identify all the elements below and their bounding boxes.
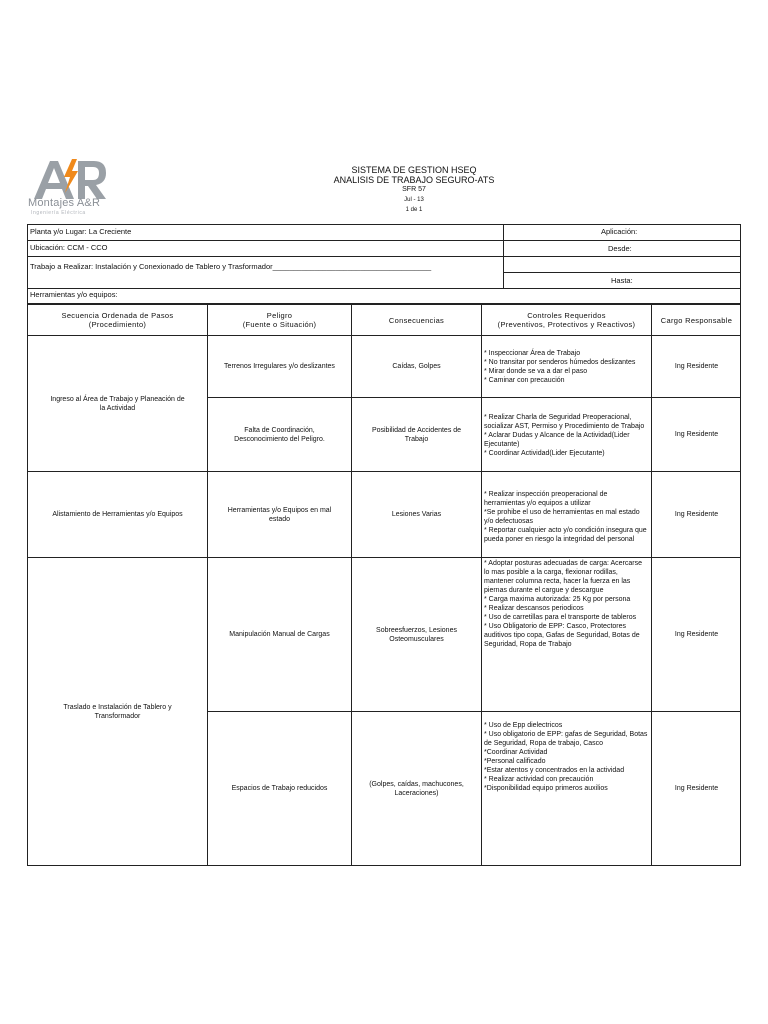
consecuencia-cell: Caídas, Golpes — [392, 363, 441, 370]
document-header — [300, 165, 528, 215]
herramientas-field: Herramientas y/o equipos: — [30, 290, 118, 299]
peligro-cell: Falta de Coordinación, Desconocimiento del Peligro. — [234, 426, 325, 443]
cargo-cell: Ing Residente — [674, 631, 719, 638]
controles-cell: * Inspeccionar Área de Trabajo * No transitar por senderos húmedos deslizantes * Mirar donde se va a dar el paso * Caminar con precaución — [484, 350, 636, 384]
trabajo-field: Trabajo a Realizar: Instalación y Conexionado de Tablero y Trasformador______________________________________ — [30, 262, 432, 271]
document-code: SFR 57 — [402, 186, 426, 193]
peligro-cell: Terrenos Irregulares y/o deslizantes — [224, 363, 335, 370]
col-header-secuencia: Secuencia Ordenada de Pasos (Procedimiento) — [61, 311, 174, 329]
cargo-cell: Ing Residente — [674, 363, 719, 370]
document-title: ANALISIS DE TRABAJO SEGURO-ATS — [333, 175, 495, 185]
aplicacion-field: Aplicación: — [601, 227, 638, 236]
planta-field: Planta y/o Lugar: La Creciente — [30, 227, 132, 236]
consecuencia-cell: Posibilidad de Accidentes de Trabajo — [371, 426, 462, 443]
controles-cell: * Realizar Charla de Seguridad Preoperacional, socializar AST, Permiso y Procedimiento de Trabajo * Aclarar Dudas y Alcance de la Actividad(Lider Ejecutante) * Coordinar Actividad(Lider Ejecutante) — [484, 414, 645, 457]
document-date: Jul - 13 — [404, 197, 424, 203]
cargo-cell: Ing Residente — [674, 431, 719, 438]
col-header-controles: Controles Requeridos (Preventivos, Protectivos y Reactivos) — [497, 311, 636, 329]
col-header-consecuencias: Consecuencias — [388, 315, 445, 325]
step-cell: Ingreso al Área de Trabajo y Planeación de la Actividad — [50, 395, 185, 412]
page-number: 1 de 1 — [405, 207, 423, 213]
col-header-peligro: Peligro (Fuente o Situación) — [242, 311, 317, 329]
step-cell: Alistamiento de Herramientas y/o Equipos — [52, 511, 183, 518]
controles-cell: * Uso de Epp dielectricos * Uso obligatorio de EPP: gafas de Seguridad, Botas de Seguridad, Ropa de trabajo, Casco *Coordinar Actividad *Personal calificado *Estar atentos y concentrados en la actividad * Realizar actividad con precaución *Disponibilidad equipo primeros auxilios — [484, 722, 648, 792]
peligro-cell: Manipulación Manual de Cargas — [229, 631, 330, 638]
consecuencia-cell: Lesiones Varias — [391, 511, 442, 518]
cargo-cell: Ing Residente — [674, 785, 719, 792]
peligro-cell: Herramientas y/o Equipos en mal estado — [227, 506, 332, 523]
company-logo — [28, 157, 110, 219]
consecuencia-cell: (Golpes, caídas, machucones, Laceraciones) — [369, 780, 464, 797]
consecuencia-cell: Sobreesfuerzos, Lesiones Osteomusculares — [376, 626, 457, 643]
step-cell: Traslado e Instalación de Tablero y Transformador — [63, 703, 172, 720]
col-header-cargo: Cargo Responsable — [660, 315, 733, 325]
controles-cell: * Realizar inspección preoperacional de herramientas y/o equipos a utilizar *Se prohibe el uso de herramientas en mal estado y/o defectuosas * Reportar cualquier acto y/o condición insegura que pueda poner en riesgo la integridad del personal — [484, 491, 647, 543]
controles-cell: * Adoptar posturas adecuadas de carga: Acercarse lo mas posible a la carga, flexionar rodillas, mantener columna recta, hacer la fuerza en las piernas durante el cargue y descargue * Carga maxima autorizada: 25 Kg por persona * Realizar descansos periodicos * Uso de carretillas para el transporte de tableros * Uso Obligatorio de EPP: Casco, Protectores auditivos tipo copa, Gafas de Seguridad, Botas de Seguridad, Ropa de Trabajo — [484, 560, 642, 648]
logo-tagline: Ingeniería Eléctrica — [31, 210, 86, 216]
ubicacion-field: Ubicación: CCM - CCO — [30, 243, 108, 252]
system-title: SISTEMA DE GESTION HSEQ — [351, 165, 477, 175]
desde-field: Desde: — [608, 244, 632, 253]
cargo-cell: Ing Residente — [674, 511, 719, 518]
peligro-cell: Espacios de Trabajo reducidos — [231, 785, 328, 792]
hasta-field: Hasta: — [611, 276, 633, 285]
logo-brand-text: Montajes A&R — [28, 197, 101, 209]
logo-mark-icon — [32, 157, 108, 201]
